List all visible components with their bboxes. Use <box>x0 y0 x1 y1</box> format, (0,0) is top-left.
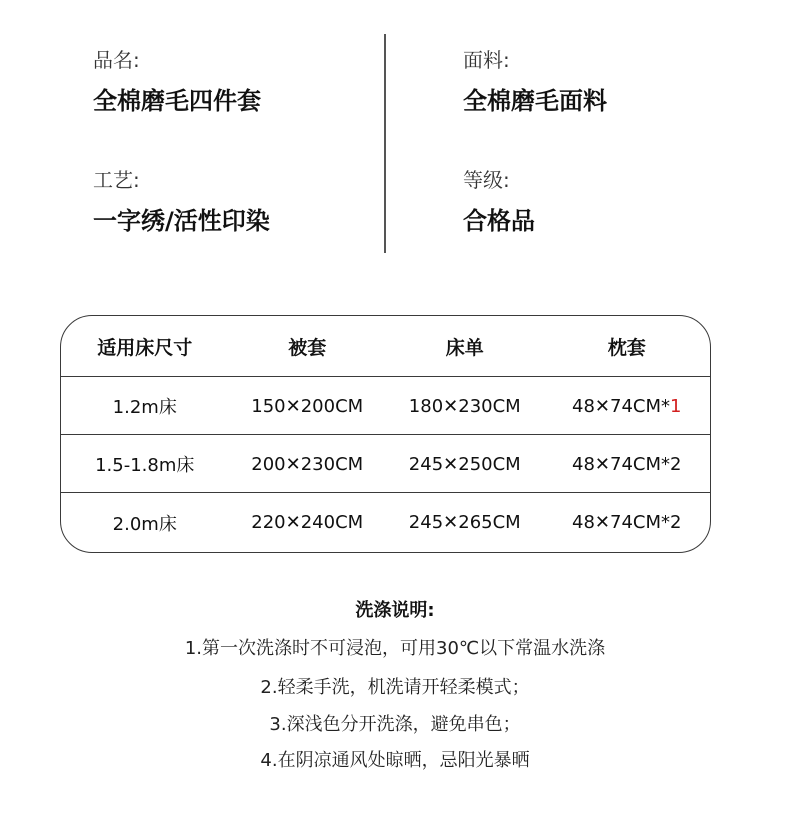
washing-line-1: 1.第一次洗涤时不可浸泡，可用30℃以下常温水洗涤 <box>184 638 606 659</box>
bed-size-cell: 1.2m床 <box>112 397 177 418</box>
grade-block <box>463 168 535 236</box>
header-sheet: 床单 <box>445 336 484 359</box>
craft-label: 工艺: <box>93 168 140 192</box>
duvet-size-cell: 150✕200CM <box>251 395 364 417</box>
table-header-row <box>61 316 710 376</box>
product-name-label: 品名: <box>93 48 140 72</box>
pillow-size-cell <box>544 396 710 417</box>
pillow-count: 2 <box>670 453 682 475</box>
sheet-size-cell: 245✕250CM <box>408 453 521 475</box>
grade-value: 合格品 <box>463 207 535 235</box>
table-row <box>61 376 710 435</box>
craft-block <box>93 168 270 236</box>
bed-size-cell: 2.0m床 <box>112 513 177 535</box>
fabric-value: 全棉磨毛面料 <box>463 87 607 115</box>
sheet-size-cell: 180✕230CM <box>408 395 521 417</box>
fabric-block <box>463 48 607 116</box>
grade-label: 等级: <box>463 168 510 192</box>
craft-value: 一字绣/活性印染 <box>93 207 270 235</box>
washing-line-4: 4.在阴凉通风处晾晒，忌阳光暴晒 <box>260 750 530 771</box>
size-table <box>60 315 711 553</box>
table-row <box>61 434 710 493</box>
washing-title: 洗涤说明: <box>355 600 435 621</box>
pillow-size-cell <box>544 454 710 475</box>
header-bed-size: 适用床尺寸 <box>97 336 193 359</box>
vertical-divider <box>384 34 386 253</box>
duvet-size-cell: 200✕230CM <box>251 453 364 475</box>
pillow-count: 1 <box>670 395 682 417</box>
table-row <box>61 492 710 552</box>
header-duvet: 被套 <box>288 336 327 359</box>
pillow-size: 48✕74CM* <box>572 512 671 533</box>
pillow-count: 2 <box>670 512 682 533</box>
sheet-size-cell: 245✕265CM <box>408 512 521 533</box>
header-pillow: 枕套 <box>607 336 646 359</box>
pillow-size-cell <box>544 512 710 533</box>
bed-size-cell: 1.5-1.8m床 <box>95 455 195 476</box>
washing-line-2: 2.轻柔手洗，机洗请开轻柔模式； <box>260 677 530 698</box>
pillow-size: 48✕74CM* <box>572 453 671 475</box>
fabric-label: 面料: <box>463 48 510 72</box>
washing-line-3: 3.深浅色分开洗涤，避免串色； <box>269 714 521 735</box>
product-name-block <box>93 48 261 116</box>
pillow-size: 48✕74CM* <box>572 395 671 417</box>
duvet-size-cell: 220✕240CM <box>251 512 364 533</box>
product-name-value: 全棉磨毛四件套 <box>93 87 261 115</box>
